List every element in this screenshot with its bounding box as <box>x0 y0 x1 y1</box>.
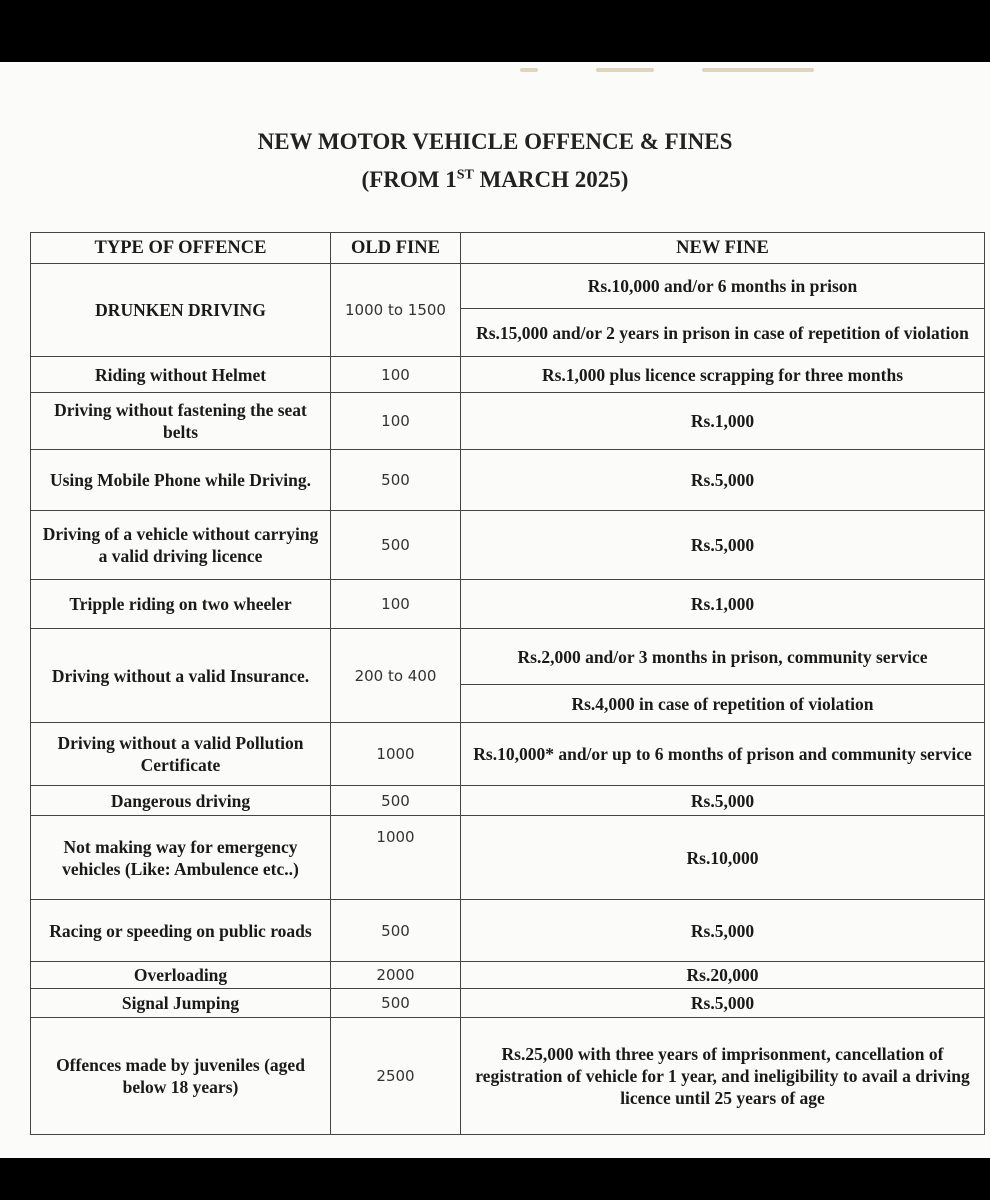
offence-cell: DRUNKEN DRIVING <box>31 264 331 357</box>
table-row <box>31 511 985 580</box>
new-fine-cell: Rs.5,000 <box>461 786 985 816</box>
subtitle-prefix: (FROM 1 <box>361 167 457 192</box>
table-row <box>31 264 985 309</box>
old-fine-cell: 500 <box>331 786 461 816</box>
table-row <box>31 786 985 816</box>
old-fine-cell: 500 <box>331 511 461 580</box>
offence-cell: Driving without a valid Pollution Certificate <box>31 723 331 786</box>
offence-cell: Not making way for emergency vehicles (Like: Ambulence etc..) <box>31 816 331 900</box>
offence-cell: Riding without Helmet <box>31 357 331 393</box>
table-row <box>31 900 985 962</box>
new-fine-cell: Rs.15,000 and/or 2 years in prison in case of repetition of violation <box>461 309 985 357</box>
header-old-fine: OLD FINE <box>331 233 461 264</box>
table-row <box>31 393 985 450</box>
new-fine-cell: Rs.25,000 with three years of imprisonment, cancellation of registration of vehicle for 1 year, and ineligibility to avail a driving licence until 25 years of age <box>461 1018 985 1135</box>
old-fine-cell: 100 <box>331 580 461 629</box>
document-title: NEW MOTOR VEHICLE OFFENCE & FINES <box>257 129 733 154</box>
old-fine-cell: 1000 <box>331 816 461 900</box>
offence-cell: Racing or speeding on public roads <box>31 900 331 962</box>
table-row <box>31 723 985 786</box>
table-row <box>31 989 985 1018</box>
table-header-row <box>31 233 985 264</box>
scan-mark <box>702 68 814 72</box>
new-fine-cell: Rs.5,000 <box>461 450 985 511</box>
scan-mark <box>596 68 654 72</box>
new-fine-cell: Rs.10,000* and/or up to 6 months of prison and community service <box>461 723 985 786</box>
table-row <box>31 357 985 393</box>
bottom-black-bar <box>0 1158 990 1200</box>
new-fine-cell: Rs.4,000 in case of repetition of violation <box>461 685 985 723</box>
offence-cell: Tripple riding on two wheeler <box>31 580 331 629</box>
table-row <box>31 629 985 685</box>
table-row <box>31 580 985 629</box>
offence-cell: Using Mobile Phone while Driving. <box>31 450 331 511</box>
table-row <box>31 962 985 989</box>
table-row <box>31 1018 985 1135</box>
offence-cell: Driving without a valid Insurance. <box>31 629 331 723</box>
old-fine-cell: 1000 <box>331 723 461 786</box>
table-row <box>31 450 985 511</box>
offence-cell: Driving without fastening the seat belts <box>31 393 331 450</box>
fines-table <box>30 232 985 1135</box>
subtitle-suffix: MARCH 2025) <box>473 167 629 192</box>
table-row <box>31 816 985 900</box>
old-fine-cell: 2000 <box>331 962 461 989</box>
new-fine-cell: Rs.10,000 and/or 6 months in prison <box>461 264 985 309</box>
old-fine-cell: 1000 to 1500 <box>331 264 461 357</box>
new-fine-cell: Rs.20,000 <box>461 962 985 989</box>
new-fine-cell: Rs.10,000 <box>461 816 985 900</box>
offence-cell: Signal Jumping <box>31 989 331 1018</box>
new-fine-cell: Rs.1,000 <box>461 393 985 450</box>
new-fine-cell: Rs.2,000 and/or 3 months in prison, community service <box>461 629 985 685</box>
offence-cell: Driving of a vehicle without carrying a valid driving licence <box>31 511 331 580</box>
document-subtitle <box>0 167 990 193</box>
scan-mark <box>520 68 538 72</box>
offence-cell: Offences made by juveniles (aged below 18 years) <box>31 1018 331 1135</box>
offence-cell: Dangerous driving <box>31 786 331 816</box>
new-fine-cell: Rs.5,000 <box>461 900 985 962</box>
header-type-of-offence: TYPE OF OFFENCE <box>31 233 331 264</box>
new-fine-cell: Rs.1,000 <box>461 580 985 629</box>
document-page <box>0 62 990 1158</box>
offence-cell: Overloading <box>31 962 331 989</box>
old-fine-cell: 500 <box>331 450 461 511</box>
header-new-fine: NEW FINE <box>461 233 985 264</box>
old-fine-cell: 500 <box>331 900 461 962</box>
old-fine-cell: 100 <box>331 393 461 450</box>
old-fine-cell: 100 <box>331 357 461 393</box>
new-fine-cell: Rs.1,000 plus licence scrapping for three months <box>461 357 985 393</box>
old-fine-cell: 200 to 400 <box>331 629 461 723</box>
subtitle-superscript: ST <box>456 167 474 183</box>
new-fine-cell: Rs.5,000 <box>461 989 985 1018</box>
old-fine-cell: 500 <box>331 989 461 1018</box>
new-fine-cell: Rs.5,000 <box>461 511 985 580</box>
old-fine-cell: 2500 <box>331 1018 461 1135</box>
